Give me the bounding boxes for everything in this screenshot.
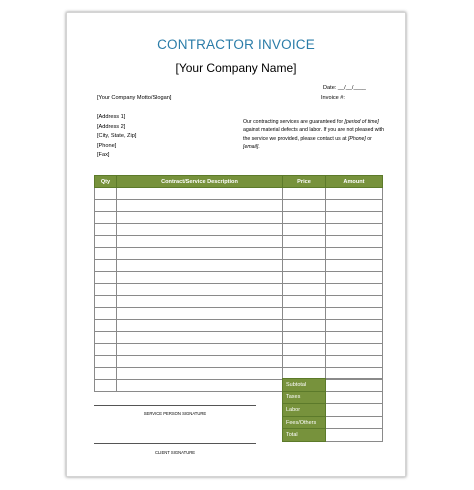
table-row [95, 284, 383, 296]
description-cell[interactable] [117, 344, 283, 356]
qty-cell[interactable] [95, 368, 117, 380]
labor-value-cell[interactable] [326, 404, 383, 417]
description-cell[interactable] [117, 320, 283, 332]
description-cell[interactable] [117, 188, 283, 200]
table-row [95, 188, 383, 200]
taxes-value-cell[interactable] [326, 391, 383, 404]
price-cell[interactable] [283, 260, 326, 272]
price-cell[interactable] [283, 356, 326, 368]
description-cell[interactable] [117, 248, 283, 260]
amount-cell[interactable] [326, 332, 383, 344]
table-row [95, 272, 383, 284]
table-body [95, 188, 383, 392]
table-row [95, 320, 383, 332]
subtotal-label: Subtotal [283, 379, 326, 392]
price-cell[interactable] [283, 344, 326, 356]
amount-cell[interactable] [326, 200, 383, 212]
client-signature-label: CLIENT SIGNATURE [154, 450, 196, 455]
client-signature-line[interactable] [94, 443, 256, 444]
amount-cell[interactable] [326, 212, 383, 224]
description-cell[interactable] [117, 200, 283, 212]
invoice-title: CONTRACTOR INVOICE [157, 37, 315, 52]
description-cell[interactable] [117, 224, 283, 236]
service-signature-line[interactable] [94, 405, 256, 406]
qty-cell[interactable] [95, 356, 117, 368]
amount-cell[interactable] [326, 296, 383, 308]
qty-cell[interactable] [95, 380, 117, 392]
amount-cell[interactable] [326, 248, 383, 260]
column-header-amount: Amount [326, 176, 383, 188]
table-row [95, 224, 383, 236]
price-cell[interactable] [283, 212, 326, 224]
total-label: Total [283, 429, 326, 442]
price-cell[interactable] [283, 320, 326, 332]
column-header-description: Contract/Service Description [117, 176, 283, 188]
totals-row [283, 416, 383, 429]
fees-others-label: Fees/Others [283, 416, 326, 429]
service-signature-label: SERVICE PERSON SIGNATURE [143, 411, 207, 416]
subtotal-value-cell[interactable] [326, 379, 383, 392]
totals-table [282, 378, 383, 442]
table-row [95, 200, 383, 212]
terms-text-3: or [365, 135, 372, 142]
amount-cell[interactable] [326, 356, 383, 368]
qty-cell[interactable] [95, 320, 117, 332]
amount-cell[interactable] [326, 272, 383, 284]
address-line-1: [Address 1] [97, 114, 126, 120]
company-motto: [Your Company Motto/Slogan] [97, 95, 172, 101]
terms-placeholder-phone: [Phone] [347, 135, 366, 142]
price-cell[interactable] [283, 248, 326, 260]
terms-placeholder-email: [email] [243, 143, 259, 150]
terms-text-2: against material defects and labor. If you are not pleased with the service we provided, please contact us at [243, 127, 385, 142]
amount-cell[interactable] [326, 224, 383, 236]
price-cell[interactable] [283, 272, 326, 284]
table-row [95, 308, 383, 320]
price-cell[interactable] [283, 308, 326, 320]
amount-cell[interactable] [326, 344, 383, 356]
description-cell[interactable] [117, 272, 283, 284]
description-cell[interactable] [117, 356, 283, 368]
qty-cell[interactable] [95, 308, 117, 320]
amount-cell[interactable] [326, 260, 383, 272]
price-cell[interactable] [283, 224, 326, 236]
description-cell[interactable] [117, 260, 283, 272]
phone-line: [Phone] [97, 142, 117, 149]
price-cell[interactable] [283, 236, 326, 248]
qty-cell[interactable] [95, 296, 117, 308]
description-cell[interactable] [117, 296, 283, 308]
qty-cell[interactable] [95, 224, 117, 236]
table-row [95, 332, 383, 344]
price-cell[interactable] [283, 200, 326, 212]
totals-row [283, 379, 383, 392]
invoice-page [66, 12, 406, 477]
address-line-2: [Address 2] [97, 123, 126, 130]
qty-cell[interactable] [95, 284, 117, 296]
invoice-items-table [94, 175, 383, 392]
table-row [95, 356, 383, 368]
table-row [95, 260, 383, 272]
column-header-price: Price [283, 176, 326, 188]
company-name: [Your Company Name] [175, 61, 297, 75]
amount-cell[interactable] [326, 188, 383, 200]
amount-cell[interactable] [326, 320, 383, 332]
table-row [95, 236, 383, 248]
guarantee-terms [243, 118, 385, 151]
terms-text-4: . [258, 143, 260, 150]
labor-label: Labor [283, 404, 326, 417]
terms-placeholder-period: [period of time] [344, 119, 379, 125]
qty-cell[interactable] [95, 272, 117, 284]
qty-cell[interactable] [95, 344, 117, 356]
qty-cell[interactable] [95, 332, 117, 344]
description-cell[interactable] [117, 212, 283, 224]
table-row [95, 344, 383, 356]
invoice-number-field: Invoice #: [321, 95, 345, 101]
price-cell[interactable] [283, 284, 326, 296]
terms-text-1: Our contracting services are guaranteed for [243, 119, 345, 125]
table-row [95, 212, 383, 224]
qty-cell[interactable] [95, 188, 117, 200]
description-cell[interactable] [117, 308, 283, 320]
qty-cell[interactable] [95, 236, 117, 248]
city-state-zip: [City, State, Zip] [97, 133, 137, 139]
table-row [95, 296, 383, 308]
address-block [97, 113, 136, 161]
table-row [95, 248, 383, 260]
column-header-qty: Qty [95, 176, 117, 188]
fees-others-value-cell[interactable] [326, 416, 383, 429]
qty-cell[interactable] [95, 248, 117, 260]
price-cell[interactable] [283, 332, 326, 344]
amount-cell[interactable] [326, 284, 383, 296]
price-cell[interactable] [283, 296, 326, 308]
description-cell[interactable] [117, 368, 283, 380]
qty-cell[interactable] [95, 200, 117, 212]
fax-line: [Fax] [97, 152, 110, 158]
table-header-row [95, 176, 383, 188]
totals-row [283, 429, 383, 442]
date-field: Date: __/__/____ [323, 85, 366, 91]
qty-cell[interactable] [95, 260, 117, 272]
totals-row [283, 391, 383, 404]
totals-row [283, 404, 383, 417]
qty-cell[interactable] [95, 212, 117, 224]
total-value-cell[interactable] [326, 429, 383, 442]
description-cell[interactable] [117, 332, 283, 344]
description-cell[interactable] [117, 284, 283, 296]
description-cell[interactable] [117, 236, 283, 248]
description-cell[interactable] [117, 380, 283, 392]
amount-cell[interactable] [326, 308, 383, 320]
taxes-label: Taxes [283, 391, 326, 404]
amount-cell[interactable] [326, 236, 383, 248]
price-cell[interactable] [283, 188, 326, 200]
